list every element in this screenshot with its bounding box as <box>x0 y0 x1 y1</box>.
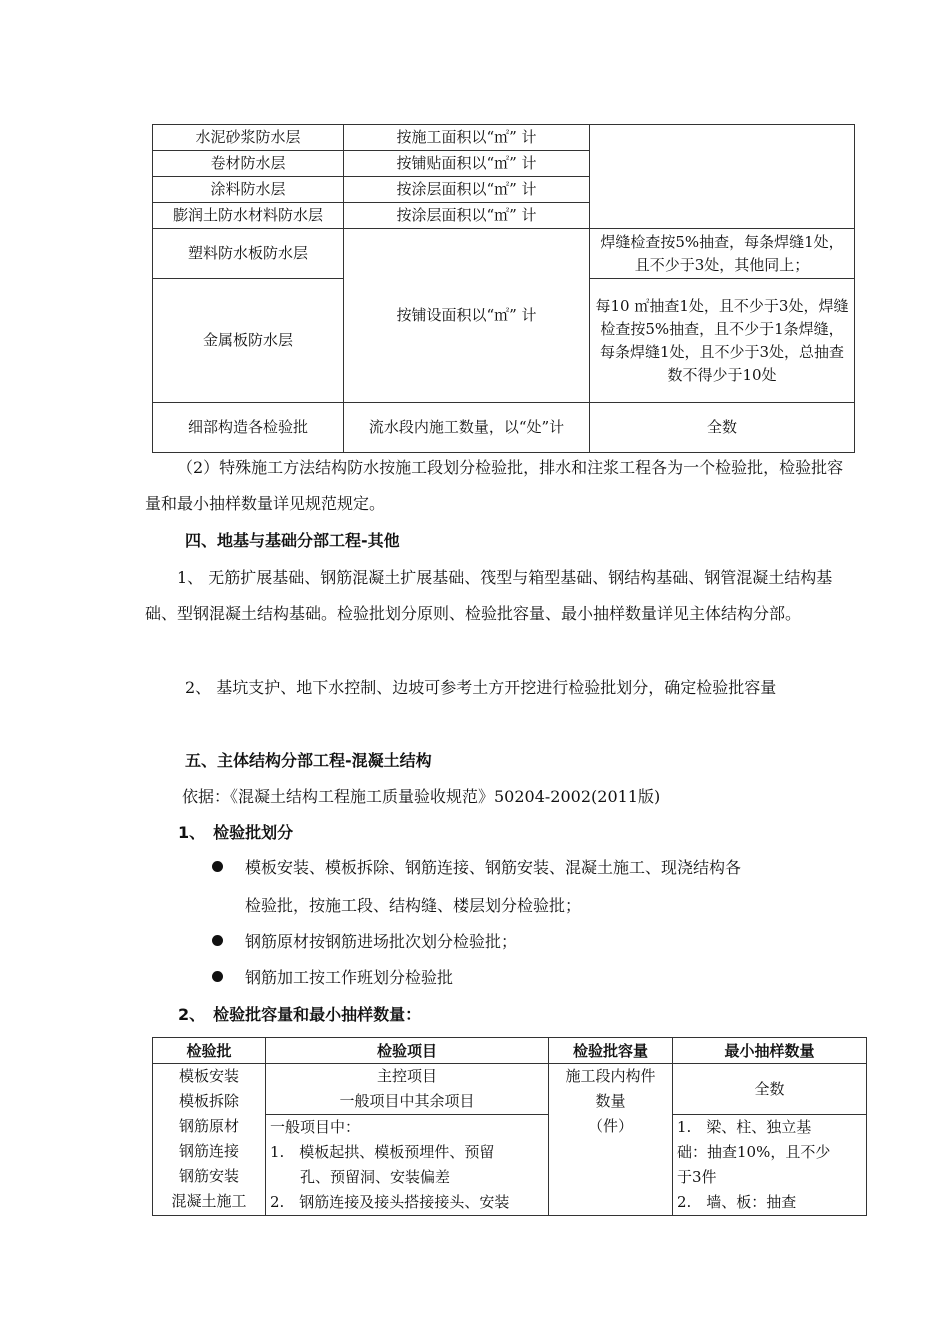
subheading-1: 1、 检验批划分 <box>178 823 294 842</box>
table-cell: 细部构造各检验批 <box>153 403 344 453</box>
sample-line: 础：抽查10%，且不少 <box>677 1143 831 1161</box>
item-line: 孔、预留洞、安装偏差 <box>270 1168 451 1186</box>
table-cell: 每10 ㎡抽查1处，且不少于3处，焊缝检查按5%抽查，且不少于1条焊缝，每条焊缝1处，且不少于3处，总抽查数不得少于10处 <box>590 279 855 403</box>
capacity-cell <box>549 1064 673 1216</box>
table-cell: 流水段内施工数量，以“处”计 <box>344 403 590 453</box>
bullet-icon <box>212 935 223 946</box>
table-cell: 膨润土防水材料防水层 <box>153 203 344 229</box>
paragraph-4-2: 2、 基坑支护、地下水控制、边坡可参考土方开挖进行检验批划分，确定检验批容量 <box>185 678 777 697</box>
batch-name: 钢筋原材 <box>178 1117 239 1135</box>
bullet-item <box>212 850 741 886</box>
inspection-batch-table <box>152 1037 867 1216</box>
item-line: 一般项目中其余项目 <box>339 1092 475 1110</box>
table-cell: 卷材防水层 <box>153 151 344 177</box>
sample-line: 2. 墙、板：抽查 <box>677 1193 797 1211</box>
paragraph-special-method: （2）特殊施工方法结构防水按施工段划分检验批，排水和注浆工程各为一个检验批，检验批容量和最小抽样数量详见规范规定。 <box>145 458 844 513</box>
bullet-item <box>212 960 453 996</box>
table-cell <box>590 125 855 229</box>
table-cell: 金属板防水层 <box>153 279 344 403</box>
table-cell: 涂料防水层 <box>153 177 344 203</box>
section-heading-5: 五、主体结构分部工程-混凝土结构 <box>185 751 432 770</box>
table-cell: 按施工面积以“㎡” 计 <box>344 125 590 151</box>
table-cell: 按涂层面积以“㎡” 计 <box>344 177 590 203</box>
table-header: 检验批容量 <box>549 1038 673 1064</box>
sample-detail-cell <box>673 1115 867 1216</box>
batch-name: 钢筋连接 <box>178 1142 239 1160</box>
batch-name: 混凝土施工 <box>171 1192 247 1210</box>
capacity-line: 数量 <box>595 1092 626 1110</box>
table-cell: 全数 <box>590 403 855 453</box>
inspection-item-main <box>266 1064 549 1115</box>
subheading-2: 2、 检验批容量和最小抽样数量： <box>178 1005 422 1024</box>
item-line: 1. 模板起拱、模板预埋件、预留 <box>270 1143 495 1161</box>
capacity-line: 施工段内构件 <box>565 1067 656 1085</box>
section-heading-4: 四、地基与基础分部工程-其他 <box>185 531 400 550</box>
item-line: 2. 钢筋连接及接头搭接接头、安装 <box>270 1193 510 1211</box>
table-cell: 水泥砂浆防水层 <box>153 125 344 151</box>
sample-line: 于3件 <box>677 1168 717 1186</box>
table-header: 检验项目 <box>266 1038 549 1064</box>
table-cell: 按铺贴面积以“㎡” 计 <box>344 151 590 177</box>
item-line: 主控项目 <box>376 1067 437 1085</box>
batch-name: 钢筋安装 <box>178 1167 239 1185</box>
sample-line: 1. 梁、柱、独立基 <box>677 1118 812 1136</box>
capacity-line: （件） <box>587 1117 633 1135</box>
table-cell: 塑料防水板防水层 <box>153 229 344 279</box>
batch-name: 模板安装 <box>178 1067 239 1085</box>
item-line: 一般项目中： <box>270 1118 361 1136</box>
waterproof-table <box>152 124 855 453</box>
bullet-icon <box>212 861 223 872</box>
sample-all-cell: 全数 <box>673 1064 867 1115</box>
basis-line: 依据：《混凝土结构工程施工质量验收规范》50204-2002(2011版) <box>182 787 661 806</box>
paragraph-4-1: 1、 无筋扩展基础、钢筋混凝土扩展基础、筏型与箱型基础、钢结构基础、钢管混凝土结构基础、型钢混凝土结构基础。检验批划分原则、检验批容量、最小抽样数量详见主体结构分部。 <box>145 568 833 623</box>
table-header: 检验批 <box>153 1038 266 1064</box>
table-cell: 按铺设面积以“㎡” 计 <box>344 229 590 403</box>
bullet-item <box>212 924 517 960</box>
batch-names-cell <box>153 1064 266 1216</box>
bullet-text: 检验批，按施工段、结构缝、楼层划分检验批； <box>245 896 582 915</box>
table-header: 最小抽样数量 <box>673 1038 867 1064</box>
bullet-text: 钢筋加工按工作班划分检验批 <box>245 968 454 987</box>
table-cell: 按涂层面积以“㎡” 计 <box>344 203 590 229</box>
bullet-icon <box>212 971 223 982</box>
bullet-continuation <box>245 888 581 924</box>
inspection-item-general <box>266 1115 549 1216</box>
batch-name: 模板拆除 <box>178 1092 239 1110</box>
bullet-text: 模板安装、模板拆除、钢筋连接、钢筋安装、混凝土施工、现浇结构各 <box>245 858 742 877</box>
table-cell: 焊缝检查按5%抽查，每条焊缝1处，且不少于3处，其他同上； <box>590 229 855 279</box>
bullet-text: 钢筋原材按钢筋进场批次划分检验批； <box>245 932 518 951</box>
